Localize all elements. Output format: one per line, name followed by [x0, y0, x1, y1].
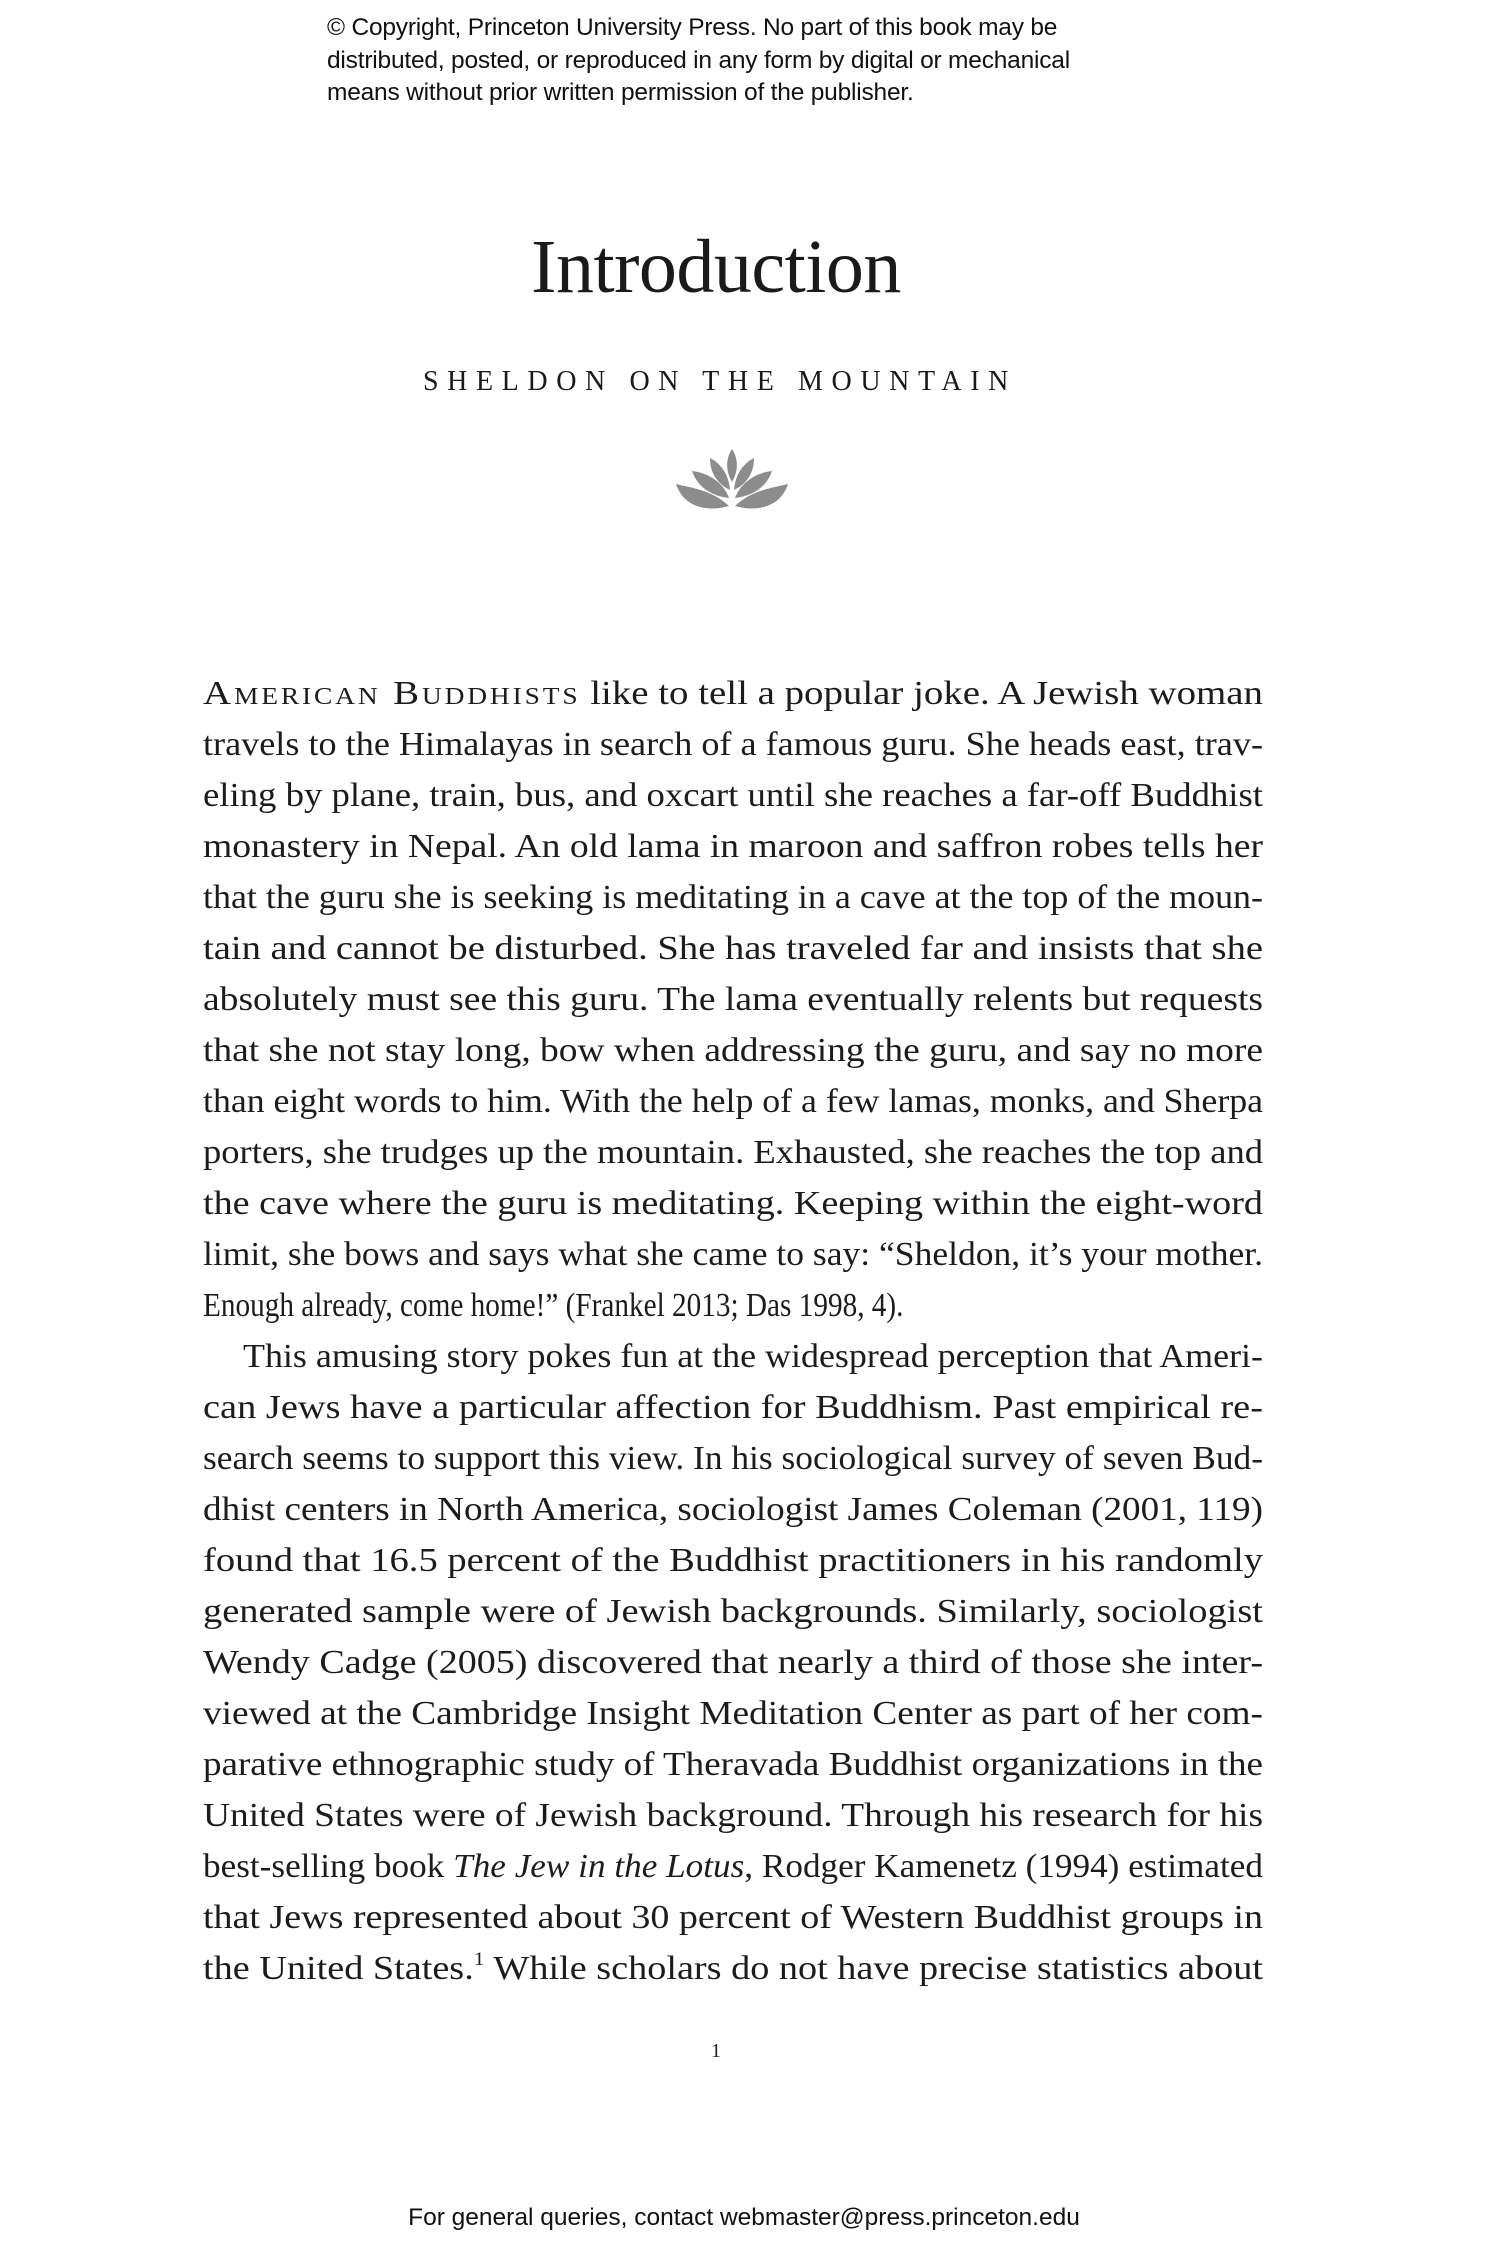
- lotus-icon: [672, 446, 792, 514]
- copyright-notice: [327, 12, 1187, 110]
- text-line: This amusing story pokes fun at the widespread perception that Ameri-: [243, 1338, 1263, 1375]
- text-line: search seems to support this view. In his sociological survey of seven Bud-: [203, 1440, 1263, 1477]
- copyright-line: © Copyright, Princeton University Press. No part of this book may be: [327, 14, 1058, 41]
- text-line: that she not stay long, bow when addressing the guru, and say no more: [203, 1032, 1263, 1069]
- text-line: dhist centers in North America, sociologist James Coleman (2001, 119): [203, 1491, 1263, 1528]
- chapter-title: Introduction: [531, 225, 901, 309]
- text-line: that Jews represented about 30 percent of Western Buddhist groups in: [203, 1899, 1263, 1936]
- text-line: travels to the Himalayas in search of a famous guru. She heads east, trav-: [203, 726, 1263, 763]
- text-line: that the guru she is seeking is meditating in a cave at the top of the moun-: [203, 879, 1263, 916]
- text-line: the United States.$^1$ While scholars do not have precise statistics about: [203, 1949, 1263, 1987]
- text-line: Wendy Cadge (2005) discovered that nearly a third of those she inter-: [203, 1644, 1263, 1681]
- text-line: found that 16.5 percent of the Buddhist practitioners in his randomly: [203, 1542, 1263, 1579]
- text-line: than eight words to him. With the help of a few lamas, monks, and Sherpa: [203, 1083, 1263, 1120]
- text-line: the cave where the guru is meditating. Keeping within the eight-word: [203, 1185, 1263, 1222]
- text-line: parative ethnographic study of Theravada Buddhist organizations in the: [203, 1746, 1263, 1783]
- text-line: American Buddhists like to tell a popular joke. A Jewish woman: [203, 675, 1263, 712]
- text-line: absolutely must see this guru. The lama eventually relents but requests: [203, 981, 1263, 1018]
- copyright-line: distributed, posted, or reproduced in any form by digital or mechanical: [327, 46, 1070, 74]
- chapter-subtitle: SHELDON ON THE MOUNTAIN: [422, 366, 1017, 397]
- text-line: eling by plane, train, bus, and oxcart until she reaches a far-off Buddhist: [203, 777, 1263, 814]
- footnote-marker[interactable]: 1: [473, 1949, 485, 1970]
- text-line: can Jews have a particular affection for Buddhism. Past empirical re-: [203, 1389, 1263, 1426]
- lead-in-small-caps: American Buddhists: [203, 675, 581, 712]
- text-line: limit, she bows and says what she came to say: “Sheldon, it’s your mother.: [203, 1236, 1263, 1273]
- text-line: Enough already, come home!” (Frankel 2013; Das 1998, 4).: [203, 1287, 904, 1324]
- text-line: generated sample were of Jewish backgrounds. Similarly, sociologist: [203, 1593, 1263, 1630]
- text-line: best-selling book The Jew in the Lotus, Rodger Kamenetz (1994) estimated: [203, 1848, 1263, 1885]
- book-title: The Jew in the Lotus: [453, 1848, 745, 1885]
- body-text: [203, 668, 1263, 1994]
- text-line: viewed at the Cambridge Insight Meditation Center as part of her com-: [203, 1695, 1263, 1732]
- text-line: monastery in Nepal. An old lama in maroon and saffron robes tells her: [203, 828, 1263, 865]
- text-line: United States were of Jewish background. Through his research for his: [203, 1797, 1263, 1834]
- page-number: 1: [711, 2040, 721, 2062]
- text-line: porters, she trudges up the mountain. Exhausted, she reaches the top and: [203, 1134, 1263, 1171]
- copyright-line: means without prior written permission of the publisher.: [327, 79, 914, 106]
- text-line: tain and cannot be disturbed. She has traveled far and insists that she: [203, 930, 1263, 967]
- footer-notice: For general queries, contact webmaster@press.princeton.edu: [408, 2204, 1080, 2231]
